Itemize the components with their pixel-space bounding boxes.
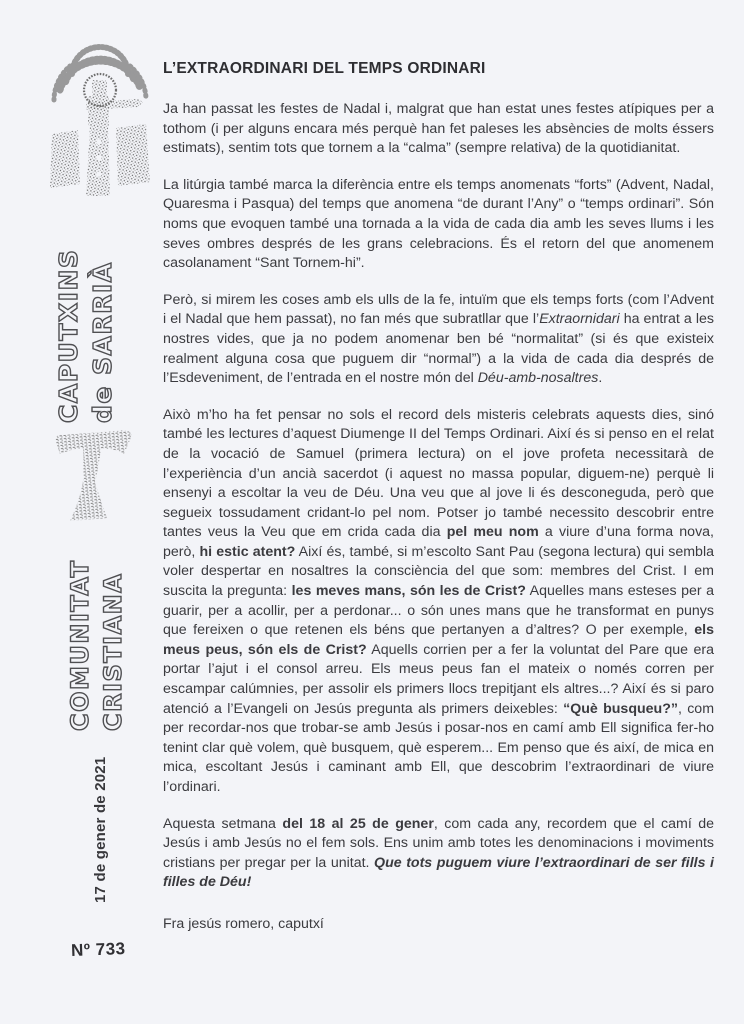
tau-cross-icon <box>50 426 136 524</box>
org-name-line1: CAPUTXINS <box>54 248 83 423</box>
article-paragraph: Però, si mirem les coses amb els ulls de la fe, intuïm que els temps forts (com l’Advent i el Nadal que hem passat), no fan més que subratllar que l’Extraornidari ha entrat a les nostres vides, que ja no podem anomenar ben bé “normalitat” (si és que existeix realment alguna cosa que puguem dir “normal”) a la vida de cada dia després de l’Esdeveniment, de l’entrada en el nostre món del Déu-amb-nosaltres. <box>163 291 715 387</box>
org-name-line2: de SARRIÀ <box>88 261 117 423</box>
article-signature: Fra jesús romero, caputxí <box>163 915 324 932</box>
community-name-line2: CRISTIANA <box>99 572 127 731</box>
article-paragraph: Això m’ho ha fet pensar no sols el record dels misteris celebrats aquests dies, sinó també les lectures d’aquest Diumenge II del Temps Ordinari. Així és si penso en el relat de la vocació de Samuel (primera lectura) on el jove profeta necessitarà de l’experiència d’un ancià sacerdot (i aquest no massa popular, diguem-ne) perquè li ensenyi a escoltar la veu de Déu. Una veu que al jove li és desconeguda, però que segueix tossudament cridant-lo pel nom. Potser jo també necessito descobrir entre tantes veus la Veu que em crida cada dia pel meu nom a viure d’una forma nova, però, hi estic atent? Així és, també, si m’escolto Sant Pau (segona lectura) qui sembla voler despertar en nosaltres la consciència del que som: membres del Crist. I em suscita la pregunta: les meves mans, són les de Crist? Aquelles mans esteses per a guarir, per a acollir, per a perdonar... o són unes mans que he transformat en punys que fereixen o que retenen els béns que pertanyen a d’altres? O per exemple, els meus peus, són els de Crist? Aquells corrien per a fer la voluntat del Pare que era portar l’ajut i el consol arreu. Els meus peus fan el mateix o només corren per escampar calúmnies, per assolir els primers llocs trepitjant els altres...? Així és si paro atenció a l’Evangeli on Jesús pregunta als primers deixebles: “Què busqueu?”, com per recordar-nos que trobar-se amb Jesús i posar-nos en camí amb Ell significa fer-ho tenint clar què volem, què busquem, què esperem... Em penso que és així, de mica en mica, escoltant Jesús i caminant amb Ell, que descobrim l’extraordinari de viure l’ordinari. <box>163 406 715 795</box>
org-name-vertical <box>44 230 128 426</box>
community-name-vertical <box>58 546 138 734</box>
article <box>163 60 714 935</box>
community-name-line1: COMUNITAT <box>66 559 94 731</box>
saint-figure-logo <box>46 38 154 218</box>
left-sidebar <box>0 0 160 1024</box>
article-body <box>163 100 714 893</box>
article-paragraph: Ja han passat les festes de Nadal i, malgrat que han estat unes festes atípiques per a tothom (i per alguns encara més perquè han fet paleses les absències de molts éssers estimats), sentim tots que tornem a la “calma” (sempre relativa) de la quotidianitat. <box>163 101 714 157</box>
article-title: L’EXTRAORDINARI DEL TEMPS ORDINARI <box>163 60 486 77</box>
article-paragraph: Aquesta setmana del 18 al 25 de gener, com cada any, recordem que el camí de Jesús i amb Jesús no el fem sols. Ens unim amb totes les denominacions i moviments cristians per pregar per la unitat. Que tots puguem viure l’extraordinari de ser fills i filles de Déu! <box>163 815 715 891</box>
issue-number: Nº 733 <box>70 939 126 960</box>
issue-date: 17 de gener de 2021 <box>92 756 109 903</box>
article-paragraph: La litúrgia també marca la diferència entre els temps anomenats “forts” (Advent, Nadal, Quaresma i Pasqua) del temps que anomena “de durant l’Any” o “temps ordinari”. Són noms que evoquen també una tornada a la vida de cada dia amb les seves llums i les seves ombres després de les grans celebracions. És el retorn del que anomenem casolanament “Sant Tornem-hi”. <box>163 176 714 272</box>
